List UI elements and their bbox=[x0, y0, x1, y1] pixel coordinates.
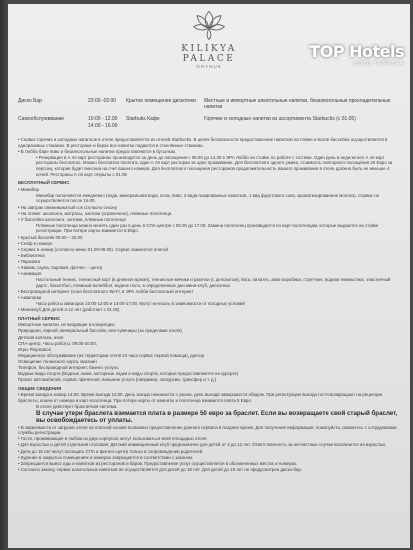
bracelet-notice: В случае утери браслета взимается плата в размере 50 евро за браслет. Если вы возвращаете свой старый браслет, вы освобождаетесь от уплаты. bbox=[36, 410, 398, 425]
list-item: Импортные напитки, не входящие в концепцию bbox=[18, 322, 115, 328]
list-item: • Аквагорки bbox=[18, 295, 403, 301]
list-item: • Дети до 16 лет могут посещать СПА и фитнес-центр только в сопровождении родителей. bbox=[18, 449, 403, 455]
list-item: • Сервис в номер (согласно меню 01.00-08.00). Сервис взимается платой bbox=[18, 247, 403, 253]
list-item: • На завтрак свежевыжатый сок согласно сезону bbox=[18, 205, 403, 211]
list-item: Детская коляска, няня bbox=[18, 334, 64, 340]
list-item: • Сейф в номере bbox=[18, 241, 403, 247]
menu-sheet bbox=[8, 4, 410, 548]
list-item: Телефон, беспроводной интернет, бизнес-услуги, bbox=[18, 364, 120, 370]
list-item: • Запрещается вынос еды и напитков из ресторанов и баров. Предоставление услуг осуществляется в обозначенных местах и номерах. bbox=[18, 461, 403, 467]
time-cell: 23:00 -02:00 bbox=[88, 98, 117, 104]
list-item: Природная, парной, минеральный бассейн, или сувениры (за пределами отеля) bbox=[18, 328, 182, 334]
list-item: Прокат автомобилей, сервис прачечной, внешние услуги (например, экскурсии, трансфер и т. д.) bbox=[18, 377, 217, 383]
list-item: • Крытый бассейн 09.00 – 20.00 bbox=[18, 235, 403, 241]
table-row bbox=[18, 98, 403, 110]
list-item: Медицинское обслуживание (на территории отеля 24 часа сервис первой помощи), доктор bbox=[18, 352, 205, 358]
description-cell: Горячие и холодные напитки из ассортимента Starbucks (с 01.05) bbox=[204, 116, 356, 123]
list-item: Минибар пополняется ежедневно (вода, минеральная вода, кола, пиво, 2 вида газированных напитков, 1 вид фруктового сока, ароматизированное молоко). Сервис не осуществляется после 16.00. bbox=[36, 192, 380, 204]
list-item: Настольный теннис, теннисный корт (в дневное время), теннисные мячики и ракетки (с депозитом), йога, пилатес, аква-аэробика, стретчинг, водная гимнастика, эластичный дартс, баскетбол, пляжный волейбол, водное поло, в определенные дни мини-клуб, дискотека bbox=[36, 277, 391, 288]
list-item: Освещение теннисного корта, магазин bbox=[18, 358, 97, 364]
list-item: • Для взрослых и детей отдельная столовая. Детский анимационный клуб предназначен для детей от 4 до 12 лет. Ответственность за несчастные случаи возлагается на взрослых. bbox=[18, 442, 403, 448]
description-cell: Местные и импортные алкогольные напитки, безалкогольные прохладительные напитки bbox=[204, 98, 391, 111]
watermark-subtitle: ФОТО ТУРИСТА bbox=[353, 61, 404, 67]
list-item: • Время заезда в номер 14:00. Время выезда 12:00. День заезда начинается с ужина, день выезда завершается обедом. При регистрации выезда гостя возвращают на рецепции браслеты, ключи от номера и карт-полотенца. При потере карты от комнаты и полотенца взимается плата 5 Евро. bbox=[18, 392, 403, 403]
list-item: • Минибар bbox=[18, 187, 403, 193]
rules-text bbox=[18, 137, 403, 473]
list-item: • У бассейна шезлонги, зонтики, пляжные полотенца bbox=[18, 217, 403, 223]
tophotels-watermark bbox=[309, 42, 404, 67]
list-item: • Гости, проживающие в любом из двух корпусов, могут пользоваться всей площадью отеля. bbox=[18, 436, 403, 442]
schedule-table bbox=[18, 98, 403, 132]
page-edge-shadow bbox=[0, 0, 8, 550]
list-item: Пляжные полотенца можно менять один раз в день в СПА-центре с 09.00 до 17.00. Замена полотенец производится по карт-полотенцам, которые выдаются на стойке регистрации. При потере карты взимается 5 Евро. bbox=[36, 222, 379, 234]
list-item: СПА-центр, Часы работы: 09:00-20:00, bbox=[18, 340, 97, 346]
lotus-logo-icon bbox=[192, 8, 226, 42]
place-cell: Starbuks Кафе bbox=[126, 116, 160, 123]
list-item: • Согласно закону, сервис алкогольных напитков не осуществляется для детей до 18 лет. Для детей до 16 лет не предусмотрен диско-бар. bbox=[18, 467, 403, 473]
info-paragraph: • Резервация в А ля карт ресторанах производится за день до посещения с 08.00 до 14.30 в ЭРА Лобби на стойке по работе с гостями. Один день в неделю все А ля карт рестораны бесплатно. Можно бесплатно посетить один А ля карт ресторан за одно проживание. Для бесплатного одного ужина, стоимость повторного посещения 20 Евро за персону, которая будет внесена на счет вашего номера. Для бесплатного посещения ресторанов продолжительность вашего проживания в отеле должна быть не меньше 4 ночей. Рестораны А ля карт открыты с 01.05 bbox=[36, 154, 393, 177]
list-item: • Беспроводной интернет (зона бесплатного Wi-Fi, в ЭРА лобби бесплатный интернет bbox=[18, 289, 403, 295]
table-row bbox=[18, 116, 403, 128]
brand-location: GOYNUK bbox=[196, 64, 222, 69]
list-item: Водные виды спорта (Водные лыжи, моторные лодки и виды спорта, которые предоставляются на курорте) bbox=[18, 371, 239, 377]
list-item: • Парковка bbox=[18, 259, 403, 265]
brand-name: KILIKYA bbox=[181, 44, 237, 54]
list-item: • Хамам, сауна, паровая, фитнес – центр bbox=[18, 265, 403, 271]
venue-cell: Диско Бар bbox=[18, 98, 42, 104]
venue-cell: Самообслуживание bbox=[18, 116, 65, 123]
list-item: • Библиотека bbox=[18, 253, 403, 259]
watermark-title: TOP Hotels bbox=[309, 42, 404, 61]
info-paragraph: • Сервис горячих и холодных напитков в отеле предоставляется из отелей Starbucks. В целях безопасности предоставление напитков на пляже и возле бассейна осуществляется в одноразовых стаканах. В ресторане и барах все напитки подаются в стеклянных стаканах. bbox=[18, 137, 388, 148]
info-paragraph: • В Лобби баре пиво и безалкогольные напитки предоставляются в бутылках. bbox=[18, 148, 177, 154]
time-cell: 10:00 - 12.00 14.00 - 16.00 bbox=[88, 116, 118, 129]
list-item: Игры Playstation bbox=[18, 346, 52, 352]
list-item: • Миниклуб Для детей 4-12 лет (работает с 01.05) bbox=[18, 307, 403, 313]
list-item: • На пляже: шезлонги, матрасы, зонтики (ограничено), пляжные полотенца bbox=[18, 211, 403, 217]
list-item: • В зависимости от загрузки отеля на платной основе возможно предоставление данного сервиса в позднее время. Для получения информации, пожалуйста, свяжитесь с сотрудниками службы регистрации. bbox=[18, 425, 403, 436]
section-title-paid: ПЛАТНЫЙ СЕРВИС bbox=[18, 315, 61, 321]
section-title-general: ОБЩИЕ СВЕДЕНИЯ bbox=[18, 385, 62, 391]
section-title-free: БЕСПЛАТНЫЙ СЕРВИС bbox=[18, 180, 70, 186]
list-item: • Анимация bbox=[18, 271, 403, 277]
list-item: В отеле действует браслетная система. bbox=[36, 404, 118, 410]
list-item: • Курение в закрытых помещениях и номерах запрещается в соответствии с законом. bbox=[18, 455, 403, 461]
list-item: Часы работы аквагорок 10:00-12:00 и 14:00-17:00. Могут исчезать в зависимости от погодных условий bbox=[36, 301, 245, 307]
brand-subname: PALACE bbox=[182, 54, 236, 64]
place-cell: Крытое помещение дискотеки bbox=[126, 98, 196, 104]
